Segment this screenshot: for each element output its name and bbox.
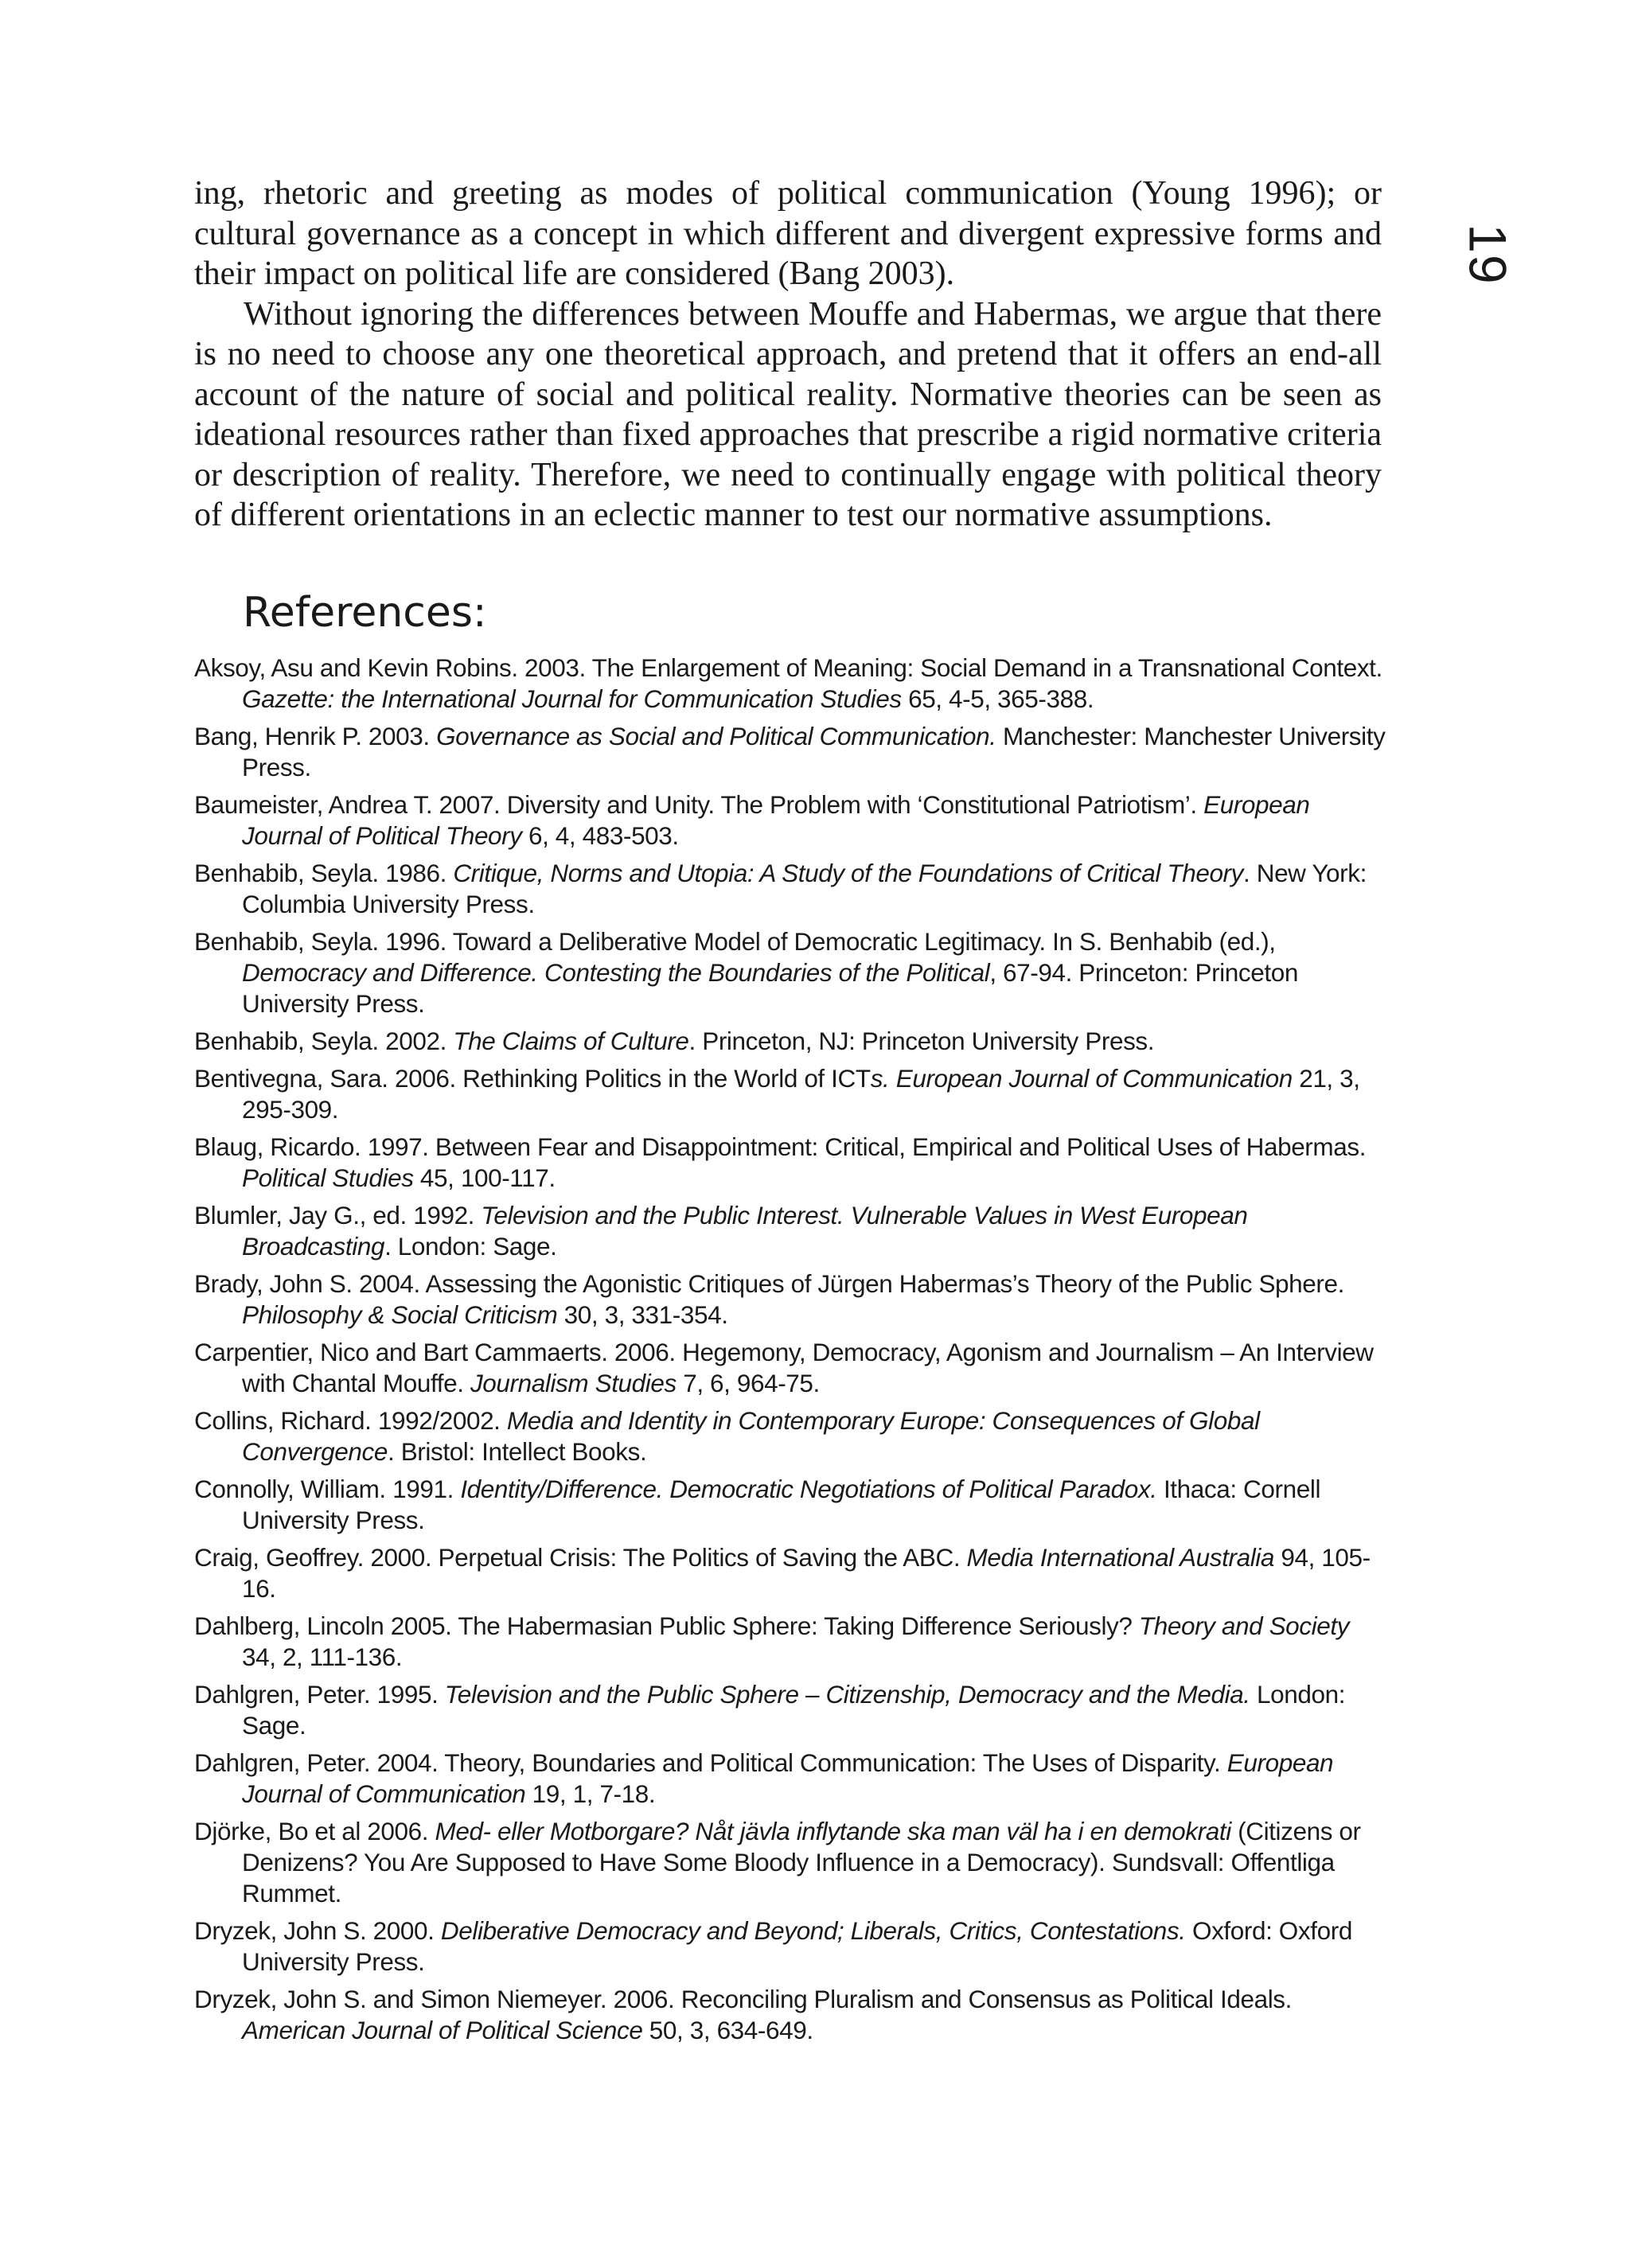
reference-text: Blaug, Ricardo. 1997. Between Fear and Disappointment: Critical, Empirical and Political Uses of Habermas. (194, 1132, 1367, 1161)
page-number-text: 19 (1458, 224, 1518, 286)
reference-text: Connolly, William. 1991. (194, 1475, 461, 1503)
reference-entry (194, 1200, 1388, 1262)
reference-text: Aksoy, Asu and Kevin Robins. 2003. The Enlargement of Meaning: Social Demand in a Transnational Context. (194, 653, 1382, 682)
reference-entry (194, 1542, 1388, 1604)
reference-details: 6, 4, 483-503. (521, 821, 679, 850)
reference-title: Gazette: the International Journal for Communication Studies (242, 684, 902, 713)
reference-entry (194, 1026, 1388, 1057)
reference-title: Deliberative Democracy and Beyond; Liberals, Critics, Contestations. (440, 1916, 1186, 1945)
reference-details: 50, 3, 634-649. (642, 2016, 813, 2044)
reference-title: Identity/Difference. Democratic Negotiations of Political Paradox. (460, 1475, 1157, 1503)
references-heading: References: (243, 589, 487, 637)
reference-entry (194, 1679, 1388, 1741)
reference-title: Television and the Public Sphere – Citizenship, Democracy and the Media. (444, 1680, 1250, 1709)
reference-text: Brady, John S. 2004. Assessing the Agonistic Critiques of Jürgen Habermas’s Theory of the Public Sphere. (194, 1269, 1344, 1298)
reference-entry (194, 721, 1388, 783)
reference-entry (194, 1816, 1388, 1909)
reference-details: 19, 1, 7-18. (525, 1779, 656, 1808)
reference-text: Blumler, Jay G., ed. 1992. (194, 1201, 482, 1229)
reference-details: 7, 6, 964-75. (676, 1369, 820, 1397)
reference-text: Bentivegna, Sara. 2006. Rethinking Politics in the World of ICT (194, 1064, 871, 1093)
reference-details: 30, 3, 331-354. (557, 1300, 728, 1329)
reference-details: Manchester: Manchester University Press. (242, 722, 1386, 781)
reference-text: Dahlgren, Peter. 2004. Theory, Boundaries and Political Communication: The Uses of Disparity. (194, 1748, 1227, 1777)
reference-text: Benhabib, Seyla. 2002. (194, 1027, 454, 1055)
reference-text: Dahlgren, Peter. 1995. (194, 1680, 445, 1709)
reference-text: Benhabib, Seyla. 1986. (194, 859, 454, 887)
reference-title: European Journal of Communication (242, 1748, 1334, 1808)
reference-text: Dryzek, John S. 2000. (194, 1916, 441, 1945)
reference-details: 34, 2, 111-136. (242, 1643, 403, 1671)
reference-details: . Princeton, NJ: Princeton University Press. (688, 1027, 1155, 1055)
reference-title: Political Studies (242, 1163, 414, 1192)
reference-list (194, 653, 1388, 2052)
reference-title: Journalism Studies (470, 1369, 677, 1397)
reference-title: American Journal of Political Science (242, 2016, 643, 2044)
reference-details: 94, 105-16. (242, 1543, 1371, 1603)
reference-text: Bang, Henrik P. 2003. (194, 722, 437, 750)
reference-title: Critique, Norms and Utopia: A Study of the Foundations of Critical Theory (453, 859, 1244, 887)
reference-text: Benhabib, Seyla. 1996. Toward a Deliberative Model of Democratic Legitimacy. In S. Benhabib (ed.), (194, 927, 1276, 956)
reference-title: Television and the Public Interest. Vulnerable Values in West European Broadcasting (242, 1201, 1248, 1261)
reference-entry (194, 1984, 1388, 2046)
reference-entry (194, 858, 1388, 920)
reference-text: Djörke, Bo et al 2006. (194, 1817, 435, 1845)
reference-text: Carpentier, Nico and Bart Cammaerts. 2006. Hegemony, Democracy, Agonism and Journalism – An Interview with Chantal Mouffe. (194, 1338, 1374, 1397)
reference-title: s. European Journal of Communication (870, 1064, 1293, 1093)
reference-text: Dahlberg, Lincoln 2005. The Habermasian Public Sphere: Taking Difference Seriously? (194, 1611, 1139, 1640)
reference-details: , 67-94. Princeton: Princeton University Press. (242, 958, 1298, 1018)
reference-title: Democracy and Difference. Contesting the Boundaries of the Political (242, 958, 990, 987)
reference-text: Collins, Richard. 1992/2002. (194, 1406, 507, 1435)
reference-details: 65, 4-5, 365-388. (901, 684, 1094, 713)
page-number (1445, 211, 1532, 298)
reference-entry (194, 1063, 1388, 1125)
reference-title: Governance as Social and Political Communication. (436, 722, 996, 750)
reference-title: Philosophy & Social Criticism (242, 1300, 558, 1329)
reference-details: London: Sage. (242, 1680, 1346, 1740)
reference-title: The Claims of Culture (453, 1027, 689, 1055)
reference-details: (Citizens or Denizens? You Are Supposed to Have Some Bloody Influence in a Democracy). Sundsvall: Offentliga Rummet. (242, 1817, 1361, 1908)
reference-text: Dryzek, John S. and Simon Niemeyer. 2006. Reconciling Pluralism and Consensus as Political Ideals. (194, 1985, 1292, 2013)
body-text (194, 173, 1382, 536)
reference-title: Media and Identity in Contemporary Europe: Consequences of Global Convergence (242, 1406, 1260, 1466)
reference-text: Baumeister, Andrea T. 2007. Diversity and Unity. The Problem with ‘Constitutional Patriotism’. (194, 790, 1204, 819)
reference-details: . New York: Columbia University Press. (242, 859, 1367, 918)
reference-entry (194, 653, 1388, 715)
reference-details: . Bristol: Intellect Books. (387, 1437, 647, 1466)
reference-entry (194, 1132, 1388, 1194)
reference-entry (194, 1748, 1388, 1810)
body-paragraph: ing, rhetoric and greeting as modes of political communication (Young 1996); or cultural governance as a concept in which different and divergent expressive forms and their impact on political life are considered (Bang 2003). (194, 175, 1382, 292)
reference-entry (194, 1611, 1388, 1673)
reference-title: Theory and Society (1138, 1611, 1350, 1640)
reference-entry (194, 1405, 1388, 1467)
reference-title: Media International Australia (966, 1543, 1275, 1572)
reference-details: Ithaca: Cornell University Press. (242, 1475, 1321, 1534)
reference-entry (194, 926, 1388, 1019)
reference-entry (194, 789, 1388, 851)
reference-entry (194, 1337, 1388, 1399)
reference-entry (194, 1268, 1388, 1331)
reference-entry (194, 1915, 1388, 1978)
reference-entry (194, 1474, 1388, 1536)
reference-details: Oxford: Oxford University Press. (242, 1916, 1352, 1976)
reference-details: 45, 100-117. (413, 1163, 556, 1192)
reference-text: Craig, Geoffrey. 2000. Perpetual Crisis: The Politics of Saving the ABC. (194, 1543, 967, 1572)
reference-title: Med- eller Motborgare? Nåt jävla inflytande ska man väl ha i en demokrati (435, 1817, 1231, 1845)
body-paragraph: Without ignoring the differences between Mouffe and Habermas, we argue that there is no need to choose any one theoretical approach, and pretend that it offers an end-all account of the nature of social and political reality. Normative theories can be seen as ideational resources rather than fixed approaches that prescribe a rigid normative criteria or description of reality. Therefore, we need to continually engage with political theory of different orientations in an eclectic manner to test our normative assumptions. (194, 295, 1382, 533)
reference-details: . London: Sage. (384, 1232, 557, 1261)
reference-title: European Journal of Political Theory (242, 790, 1310, 850)
reference-details: 21, 3, 295-309. (242, 1064, 1360, 1124)
